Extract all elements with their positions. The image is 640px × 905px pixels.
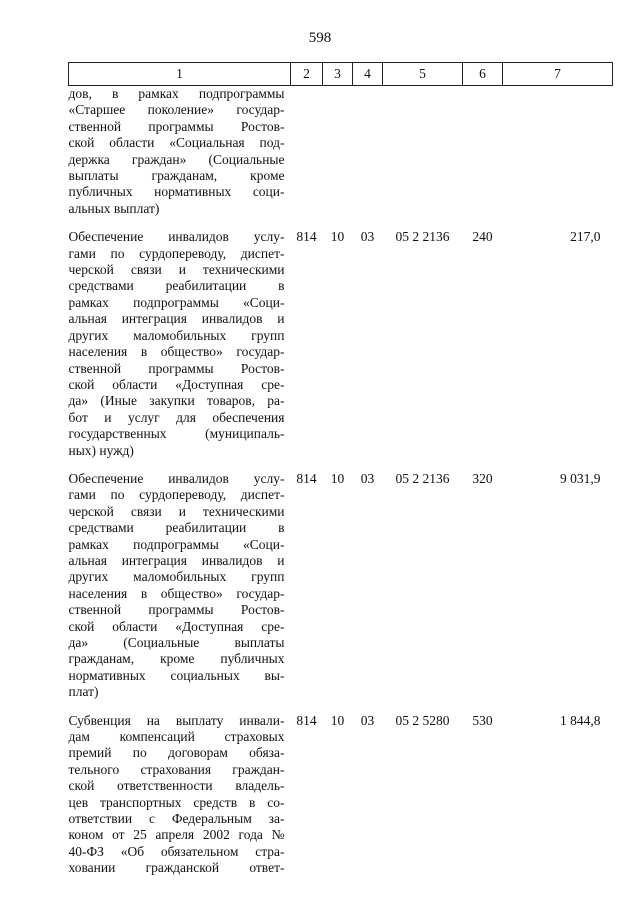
- description-line: ственной программы Ростов-: [68, 360, 285, 376]
- target-article-code: 05 2 2136: [395, 229, 450, 245]
- subsection-code: 03: [360, 470, 375, 486]
- description-line: населения в общество» государ-: [68, 585, 285, 601]
- ministry-code: 814: [296, 470, 317, 486]
- description-line: ской области «Доступная сре-: [68, 618, 285, 634]
- row-spacer: [69, 459, 613, 471]
- row-description: [69, 713, 291, 877]
- table-row: [69, 229, 613, 459]
- description-line: выплаты гражданам, кроме: [68, 168, 285, 184]
- description-line: ской ответственности владель-: [68, 778, 285, 794]
- column-header-2: 2: [291, 63, 323, 86]
- section-code: 10: [330, 712, 345, 728]
- description-line: ховании гражданской ответ-: [68, 860, 285, 876]
- description-line: публичных нормативных соци-: [68, 184, 285, 200]
- target-article-code: [383, 86, 463, 218]
- expense-type-code: 530: [472, 712, 493, 728]
- row-description: [69, 229, 291, 459]
- description-line: Обеспечение инвалидов услу-: [68, 470, 285, 486]
- description-line: населения в общество» государ-: [68, 344, 285, 360]
- description-line: «Старшее поколение» государ-: [68, 102, 285, 118]
- description-line: да» (Социальные выплаты: [68, 635, 285, 650]
- row-spacer: [69, 701, 613, 713]
- description-line: гами по сурдопереводу, диспет-: [68, 245, 285, 261]
- subsection-code: 03: [360, 712, 375, 728]
- description-line: 40-ФЗ «Об обязательном стра-: [68, 843, 285, 859]
- description-line: альная интеграция инвалидов и: [68, 311, 285, 327]
- budget-table: [68, 62, 613, 877]
- description-line: дам компенсаций страховых: [68, 729, 285, 745]
- description-line: коном от 25 апреля 2002 года №: [68, 827, 285, 843]
- description-line: дов, в рамках подпрограммы: [68, 86, 285, 101]
- column-header-4: 4: [353, 63, 383, 86]
- description-line: альная интеграция инвалидов и: [68, 552, 285, 568]
- description-line: рамках подпрограммы «Соци-: [68, 294, 285, 310]
- description-line: альных выплат): [68, 200, 160, 216]
- page-number: 598: [308, 30, 332, 46]
- ministry-code: 814: [296, 712, 317, 728]
- table-row: [69, 471, 613, 701]
- description-line: других маломобильных групп: [68, 569, 285, 585]
- description-line: ных) нужд): [68, 442, 134, 458]
- description-line: черской связи и техническими: [68, 262, 285, 278]
- description-line: других маломобильных групп: [68, 327, 285, 343]
- column-header-1: 1: [69, 63, 291, 86]
- ministry-code: 814: [296, 229, 317, 245]
- description-line: ответствии с Федеральным за-: [68, 811, 285, 827]
- column-header-5: 5: [383, 63, 463, 86]
- description-line: гами по сурдопереводу, диспет-: [68, 487, 285, 503]
- description-line: ской области «Социальная под-: [68, 135, 285, 151]
- section-code: [323, 86, 353, 218]
- description-line: тельного страхования граждан-: [68, 761, 285, 777]
- subsection-code: 03: [360, 229, 375, 245]
- description-line: Субвенция на выплату инвали-: [68, 712, 285, 728]
- amount-value: [503, 86, 613, 218]
- target-article-code: 05 2 2136: [395, 470, 450, 486]
- description-line: ственной программы Ростов-: [68, 602, 285, 618]
- description-line: ственной программы Ростов-: [68, 118, 285, 134]
- amount-value: 217,0: [570, 229, 601, 245]
- expense-type-code: 240: [472, 229, 493, 245]
- subsection-code: [353, 86, 383, 218]
- amount-value: 1 844,8: [560, 712, 601, 728]
- description-line: держка граждан» (Социальные: [68, 151, 285, 167]
- amount-value: 9 031,9: [560, 470, 601, 486]
- row-description: [69, 471, 291, 701]
- column-header-3: 3: [323, 63, 353, 86]
- description-line: плат): [68, 684, 99, 700]
- description-line: премий по договорам обяза-: [68, 745, 285, 761]
- description-line: Обеспечение инвалидов услу-: [68, 229, 285, 245]
- expense-type-code: [463, 86, 503, 218]
- description-line: черской связи и техническими: [68, 503, 285, 519]
- table-header-row: [69, 63, 613, 86]
- section-code: 10: [330, 470, 345, 486]
- description-line: гражданам, кроме публичных: [68, 651, 285, 667]
- description-line: рамках подпрограммы «Соци-: [68, 536, 285, 552]
- description-line: средствами реабилитации в: [68, 520, 285, 536]
- target-article-code: 05 2 5280: [395, 712, 450, 728]
- description-line: бот и услуг для обеспечения: [68, 409, 285, 425]
- column-header-7: 7: [503, 63, 613, 86]
- column-header-6: 6: [463, 63, 503, 86]
- ministry-code: [291, 86, 323, 218]
- row-spacer: [69, 217, 613, 229]
- section-code: 10: [330, 229, 345, 245]
- expense-type-code: 320: [472, 470, 493, 486]
- table-row: [69, 713, 613, 877]
- description-line: цев транспортных средств в со-: [68, 794, 285, 810]
- description-line: да» (Иные закупки товаров, ра-: [68, 393, 285, 409]
- description-line: государственных (муниципаль-: [68, 426, 285, 442]
- description-line: средствами реабилитации в: [68, 278, 285, 294]
- row-description: [69, 86, 291, 218]
- description-line: ской области «Доступная сре-: [68, 376, 285, 392]
- table-row: [69, 86, 613, 218]
- description-line: нормативных социальных вы-: [68, 667, 285, 683]
